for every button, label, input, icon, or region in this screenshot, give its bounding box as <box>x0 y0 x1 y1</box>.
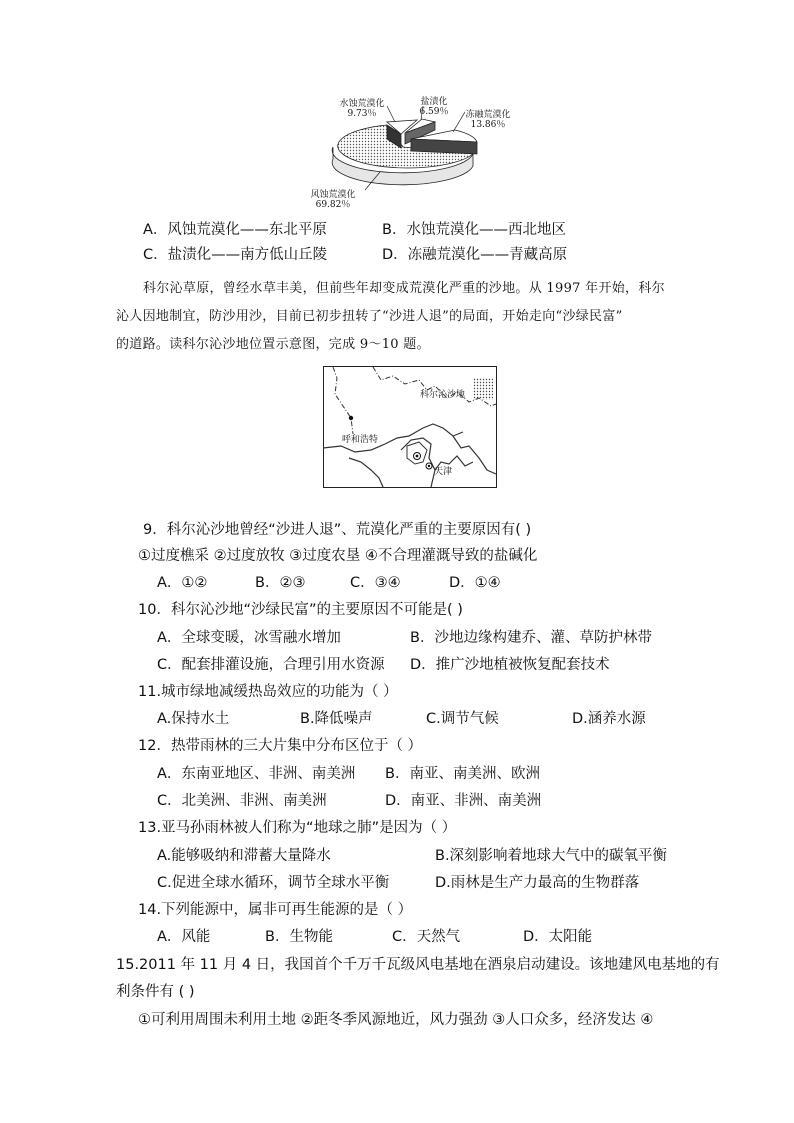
map-label-horqin: 科尔沁沙地 <box>420 390 466 400</box>
pie-label-salt-name: 盐渍化 <box>420 97 448 107</box>
tianjin-point-inner <box>428 465 430 467</box>
q12-option-b[interactable]: B．南亚、南美洲、欧洲 <box>385 766 540 782</box>
q14-option-c[interactable]: C．天然气 <box>392 929 461 945</box>
q12-option-c[interactable]: C．北美洲、非洲、南美洲 <box>157 793 327 809</box>
beijing-point-inner <box>416 455 419 458</box>
q11-option-b[interactable]: B.降低噪声 <box>300 711 373 727</box>
q10-option-d[interactable]: D．推广沙地植被恢复配套技术 <box>410 657 610 673</box>
q12-option-d[interactable]: D．南亚、非洲、南美洲 <box>385 793 542 809</box>
q8-option-d[interactable]: D．冻融荒漠化——青藏高原 <box>382 247 568 263</box>
passage-line-2: 沁人因地制宜，防沙用沙，目前已初步扭转了“沙进人退”的局面，开始走向“沙绿民富” <box>116 309 623 324</box>
q9-option-a[interactable]: A．①② <box>157 575 208 591</box>
q9-option-b[interactable]: B．②③ <box>255 575 306 591</box>
q14-stem: 14.下列能源中，属非可再生能源的是（ ） <box>138 902 413 918</box>
pie-label-water-name: 水蚀荒漠化 <box>339 99 385 109</box>
q8-option-c[interactable]: C．盐渍化——南方低山丘陵 <box>143 247 328 263</box>
horqin-sandy-area <box>473 378 493 400</box>
pie-label-freeze <box>458 110 518 130</box>
pie-label-water <box>334 99 390 119</box>
pie-label-water-pct: 9.73％ <box>347 109 377 119</box>
pie-slice-freeze-side <box>411 139 477 154</box>
pie-label-salt <box>412 97 456 117</box>
q9-items: ①过度樵采 ②过度放牧 ③过度农垦 ④不合理灌溉导致的盐碱化 <box>138 548 538 564</box>
pie-label-freeze-name: 冻融荒漠化 <box>465 110 511 120</box>
pie-label-wind <box>302 190 364 210</box>
q11-stem: 11.城市绿地减缓热岛效应的功能为（ ） <box>138 684 398 700</box>
pie-label-salt-pct: 6.59％ <box>419 107 449 117</box>
passage-line-1: 科尔沁草原，曾经水草丰美，但前些年却变成荒漠化严重的沙地。从 1997 年开始，科尔 <box>143 281 665 296</box>
q11-option-a[interactable]: A.保持水土 <box>157 711 230 727</box>
q13-option-d[interactable]: D.雨林是生产力最高的生物群落 <box>435 875 640 891</box>
q10-option-b[interactable]: B．沙地边缘构建乔、灌、草防护林带 <box>410 630 652 646</box>
q14-option-d[interactable]: D．太阳能 <box>523 929 593 945</box>
q10-stem: 10．科尔沁沙地“沙绿民富”的主要原因不可能是( ) <box>138 602 463 618</box>
passage-line-3: 的道路。读科尔沁沙地位置示意图，完成 9～10 题。 <box>116 337 430 352</box>
q14-option-a[interactable]: A．风能 <box>157 929 211 945</box>
huhhot-point <box>349 416 353 420</box>
map-label-huhhot: 呼和浩特 <box>342 435 379 445</box>
q13-option-b[interactable]: B.深刻影响着地球大气中的碳氧平衡 <box>435 848 668 864</box>
q15-stem-line-2: 利条件有 ( ) <box>116 984 195 1000</box>
q10-option-c[interactable]: C．配套排灌设施，合理引用水资源 <box>157 657 385 673</box>
q15-items: ①可利用周围未利用土地 ②距冬季风源地近，风力强劲 ③人口众多，经济发达 ④ <box>138 1012 654 1028</box>
q13-stem: 13.亚马孙雨林被人们称为“地球之肺”是因为（ ） <box>138 820 457 836</box>
q12-stem: 12．热带雨林的三大片集中分布区位于（ ） <box>138 738 423 754</box>
q12-option-a[interactable]: A．东南亚地区、非洲、南美洲 <box>157 766 356 782</box>
q13-option-c[interactable]: C.促进全球水循环，调节全球水平衡 <box>157 875 390 891</box>
q9-option-c[interactable]: C．③④ <box>350 575 401 591</box>
horqin-location-map <box>323 366 497 488</box>
q9-stem: 9．科尔沁沙地曾经“沙进人退”、荒漠化严重的主要原因有( ) <box>143 522 532 538</box>
q15-stem-line-1: 15.2011 年 11 月 4 日，我国首个千万千瓦级风电基地在酒泉启动建设。该地建风电基地的有 <box>116 957 720 973</box>
pie-label-wind-name: 风蚀荒漠化 <box>310 190 356 200</box>
q11-option-d[interactable]: D.涵养水源 <box>572 711 646 727</box>
q14-option-b[interactable]: B．生物能 <box>265 929 333 945</box>
pie-label-freeze-pct: 13.86％ <box>470 120 506 130</box>
q10-option-a[interactable]: A．全球变暖，冰雪融水增加 <box>157 630 341 646</box>
q8-option-b[interactable]: B．水蚀荒漠化——西北地区 <box>382 222 566 238</box>
q11-option-c[interactable]: C.调节气候 <box>426 711 499 727</box>
q13-option-a[interactable]: A.能够吸纳和滞蓄大量降水 <box>157 848 331 864</box>
q8-option-a[interactable]: A．风蚀荒漠化——东北平原 <box>143 222 327 238</box>
q9-option-d[interactable]: D．①④ <box>449 575 501 591</box>
map-label-tianjin: 天津 <box>434 467 453 477</box>
pie-label-wind-pct: 69.82％ <box>315 200 351 210</box>
